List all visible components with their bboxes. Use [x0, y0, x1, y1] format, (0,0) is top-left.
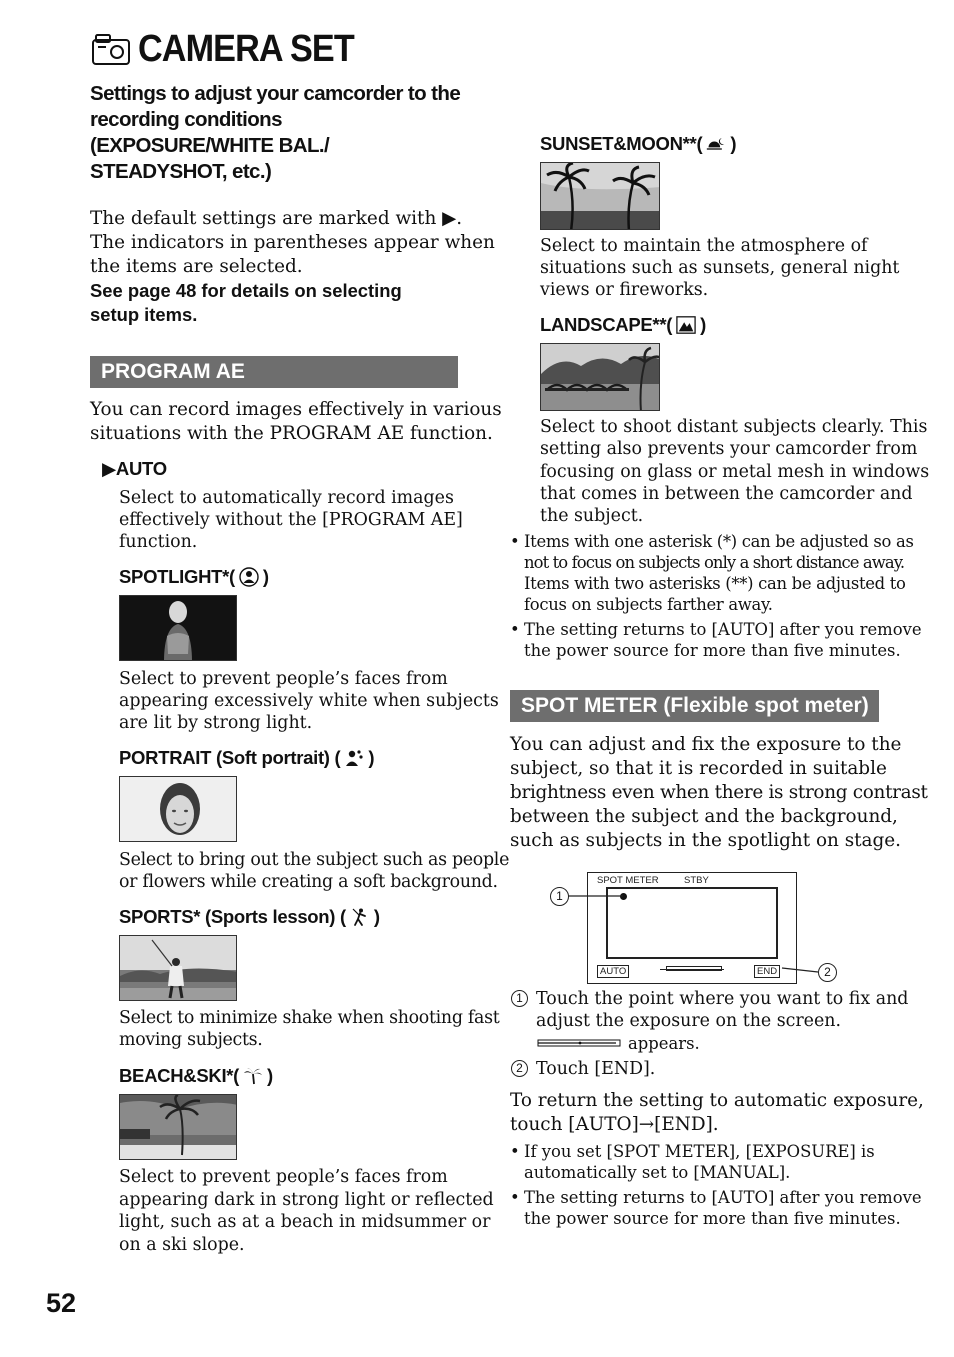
landscape-sample-photo: [540, 343, 660, 411]
screen-end-button[interactable]: END: [754, 965, 780, 978]
desc-line: setting also prevents your camcorder from: [540, 439, 918, 460]
exposure-bar-icon: [536, 1036, 622, 1050]
sunset-moon-heading: [540, 133, 736, 155]
bullet-dot: •: [510, 532, 520, 551]
step-number-2: 2: [511, 1060, 528, 1077]
spotlight-photo-art: [120, 596, 237, 661]
step-1-text: [536, 988, 908, 1032]
screen-frame: [606, 887, 778, 959]
note-line: the power source for more than five minutes.: [524, 641, 901, 660]
intro-reference: setup items.: [90, 304, 198, 325]
desc-line: situations such as sunsets, general night: [540, 258, 900, 278]
desc-line: You can record images effectively in various: [90, 399, 502, 420]
desc-line: situations with the PROGRAM AE function.: [90, 423, 493, 444]
return-line: To return the setting to automatic exposure,: [510, 1090, 924, 1111]
heading-label: LANDSCAPE**(: [540, 314, 673, 335]
desc-line: Select to automatically record images: [119, 488, 454, 508]
return-instructions: [510, 1089, 924, 1137]
screen-auto-button[interactable]: AUTO: [597, 965, 629, 978]
callout-number-1: 1: [550, 887, 569, 906]
sports-sample-photo: [119, 935, 237, 1001]
intro-line: the items are selected.: [90, 256, 303, 277]
desc-line: or flowers while creating a soft background.: [119, 872, 498, 892]
intro-text: [90, 207, 495, 327]
note-line: Items with one asterisk (*) can be adjusted so as: [524, 532, 914, 551]
beach-ski-heading: [119, 1065, 273, 1087]
sunset-sample-photo: [540, 162, 660, 230]
auto-heading-label: ▶AUTO: [102, 458, 167, 479]
spotlight-description: [119, 668, 499, 734]
desc-line: Select to maintain the atmosphere of: [540, 236, 868, 256]
beach-sample-photo: [119, 1094, 237, 1160]
heading-label: ): [700, 314, 706, 335]
desc-line: between the subject and the background,: [510, 806, 898, 827]
desc-line: effectively without the [PROGRAM AE]: [119, 510, 463, 530]
portrait-heading: [119, 747, 374, 769]
spot-meter-description: [510, 733, 928, 853]
desc-line: Select to bring out the subject such as people: [119, 850, 510, 870]
camera-icon: [92, 34, 132, 68]
heading-label: ): [267, 1065, 273, 1086]
landscape-heading: [540, 314, 706, 336]
desc-line: on a ski slope.: [119, 1234, 245, 1255]
note-line: not to focus on subjects only a short distance away.: [524, 553, 905, 572]
desc-line: function.: [119, 532, 198, 552]
heading-label: BEACH&SKI*(: [119, 1065, 240, 1086]
sunset-moon-description: [540, 235, 899, 301]
step-number-1: 1: [511, 990, 528, 1007]
sunset-photo-art: [541, 163, 660, 230]
beach-photo-art: [120, 1095, 237, 1160]
sports-photo-art: [120, 936, 237, 1001]
note-item: [510, 619, 922, 661]
step-1-appears-text: appears.: [628, 1034, 700, 1053]
desc-line: such as subjects in the spotlight on stage.: [510, 830, 902, 851]
heading-label: ): [373, 906, 380, 927]
landscape-description: [540, 416, 929, 527]
desc-line: focusing on glass or metal mesh in windows: [540, 461, 930, 482]
note-line: If you set [SPOT METER], [EXPOSURE] is: [524, 1142, 875, 1161]
heading-label: SPOTLIGHT*(: [119, 566, 235, 587]
section-heading-program-ae: PROGRAM AE: [90, 356, 458, 388]
spotlight-sample-photo: [119, 595, 237, 661]
beach-palm-icon: [243, 1066, 263, 1086]
subtitle-line: Settings to adjust your camcorder to the: [90, 82, 461, 105]
sunset-moon-icon: [706, 134, 726, 154]
step-2-text: [536, 1058, 655, 1080]
page-number: 52: [46, 1288, 77, 1318]
screen-mode-label: SPOT METER: [597, 875, 659, 886]
heading-label: ): [730, 133, 737, 154]
program-ae-description: [90, 398, 502, 446]
bullet-dot: •: [510, 1188, 520, 1207]
heading-label: ): [368, 747, 375, 768]
desc-line: the subject.: [540, 506, 644, 527]
desc-line: views or fireworks.: [540, 280, 709, 300]
subtitle-line: (EXPOSURE/WHITE BAL./: [90, 134, 330, 157]
desc-line: brightness even when there is strong contrast: [510, 782, 928, 803]
screen-status-label: STBY: [684, 875, 709, 886]
sports-description: [119, 1007, 499, 1051]
desc-line: Select to prevent people’s faces from: [119, 669, 448, 689]
subtitle-line: recording conditions: [90, 108, 282, 131]
desc-line: appearing dark in strong light or reflected: [119, 1189, 494, 1210]
bullet-dot: •: [510, 1142, 520, 1161]
bullet-dot: •: [510, 620, 520, 639]
intro-line: The default settings are marked with ▶.: [90, 208, 463, 229]
intro-line: The indicators in parentheses appear when: [90, 232, 495, 253]
spotlight-person-icon: [239, 567, 259, 587]
note-line: The setting returns to [AUTO] after you remove: [524, 1188, 922, 1207]
note-item: [510, 1187, 922, 1229]
note-line: the power source for more than five minutes.: [524, 1209, 901, 1228]
mountain-icon: [676, 315, 696, 335]
callout-number-2: 2: [818, 963, 837, 982]
auto-heading: [102, 458, 167, 480]
step-line: Touch the point where you want to fix and: [536, 989, 909, 1009]
portrait-photo-art: [120, 777, 237, 842]
sports-golfer-icon: [350, 907, 370, 927]
desc-line: appearing excessively white when subjects: [119, 691, 499, 711]
desc-line: moving subjects.: [119, 1030, 263, 1050]
beach-ski-description: [119, 1166, 494, 1256]
landscape-photo-art: [541, 344, 660, 411]
note-line: Items with two asterisks (**) can be adjusted to: [524, 574, 906, 593]
desc-line: that comes in between the camcorder and: [540, 483, 913, 504]
note-line: automatically set to [MANUAL].: [524, 1163, 791, 1182]
desc-line: Select to prevent people’s faces from: [119, 1167, 448, 1187]
page-title: CAMERA SET: [138, 28, 354, 70]
page-subtitle: [90, 81, 460, 185]
callout-2-line: [780, 960, 820, 980]
step-line: adjust the exposure on the screen.: [536, 1011, 841, 1031]
note-item: [510, 531, 914, 615]
subtitle-line: STEADYSHOT, etc.): [90, 160, 272, 183]
step-line: Touch [END].: [536, 1059, 656, 1079]
section-heading-spot-meter: SPOT METER (Flexible spot meter): [510, 690, 879, 722]
note-line: The setting returns to [AUTO] after you remove: [524, 620, 922, 639]
intro-reference: See page 48 for details on selecting: [90, 280, 402, 301]
return-line: touch [AUTO]→[END].: [510, 1114, 719, 1135]
portrait-icon: [344, 748, 364, 768]
auto-description: [119, 487, 463, 553]
heading-label: ): [262, 566, 269, 587]
heading-label: SUNSET&MOON**(: [540, 133, 703, 154]
note-line: focus on subjects farther away.: [524, 595, 773, 614]
sports-heading: [119, 906, 380, 928]
desc-line: are lit by strong light.: [119, 713, 313, 733]
desc-line: You can adjust and fix the exposure to the: [510, 734, 902, 755]
note-item: [510, 1141, 875, 1183]
desc-line: Select to minimize shake when shooting fast: [119, 1008, 500, 1028]
portrait-sample-photo: [119, 776, 237, 842]
desc-line: subject, so that it is recorded in suitable: [510, 758, 887, 779]
spotlight-heading: [119, 566, 269, 588]
desc-line: light, such as at a beach in midsummer or: [119, 1212, 491, 1232]
heading-label: PORTRAIT (Soft portrait) (: [119, 747, 341, 768]
heading-label: SPORTS* (Sports lesson) (: [119, 906, 346, 927]
portrait-description: [119, 849, 509, 893]
exposure-slider: [666, 966, 722, 971]
desc-line: Select to shoot distant subjects clearly. This: [540, 417, 928, 437]
